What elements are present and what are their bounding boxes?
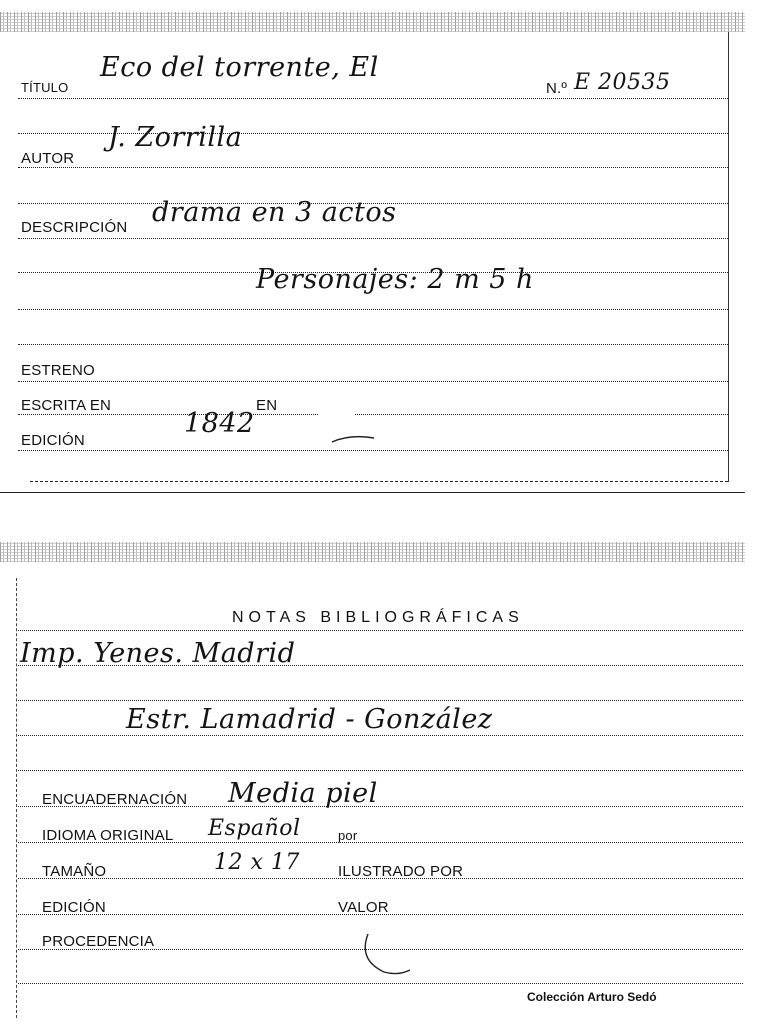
card-left-edge <box>16 578 17 1018</box>
rule <box>30 481 728 482</box>
encuadernacion-value: Media piel <box>228 778 378 809</box>
numero-label: N.º <box>546 80 568 97</box>
descripcion-extra: Personajes: 2 m 5 h <box>256 264 534 295</box>
rule <box>18 700 743 701</box>
rule <box>18 735 743 736</box>
descripcion-value: drama en 3 actos <box>152 197 397 228</box>
edicion-value: 1842 <box>184 408 255 439</box>
edicion-label: EDICIÓN <box>21 432 85 449</box>
notas-line-2: Estr. Lamadrid - González <box>126 704 493 735</box>
rule <box>18 381 728 382</box>
collection-credit: Colección Arturo Sedó <box>527 990 657 1004</box>
tamano-label: TAMAÑO <box>42 863 107 880</box>
rule <box>18 309 728 310</box>
titulo-label: TÍTULO <box>21 80 69 95</box>
rule <box>18 238 728 239</box>
pen-stroke-mark <box>330 432 378 446</box>
autor-label: AUTOR <box>21 150 75 167</box>
en-label: EN <box>256 397 278 414</box>
rule <box>18 770 743 771</box>
idioma-value: Español <box>208 816 301 841</box>
scan-noise-top <box>0 12 745 32</box>
idioma-label: IDIOMA ORIGINAL <box>42 827 174 844</box>
titulo-value: Eco del torrente, El <box>100 52 379 83</box>
catalog-card-back <box>0 538 759 1028</box>
tamano-value: 12 x 17 <box>214 850 300 875</box>
descripcion-label: DESCRIPCIÓN <box>21 219 128 236</box>
rule <box>18 344 728 345</box>
rule <box>18 167 728 168</box>
valor-label: VALOR <box>338 899 389 916</box>
rule <box>18 630 743 631</box>
notas-line-1: Imp. Yenes. Madrid <box>20 638 296 669</box>
edicion-label: EDICIÓN <box>42 899 106 916</box>
rule <box>355 414 728 415</box>
encuadernacion-label: ENCUADERNACIÓN <box>42 791 188 808</box>
estreno-label: ESTRENO <box>21 362 95 379</box>
procedencia-label: PROCEDENCIA <box>42 933 155 950</box>
rule <box>18 414 318 415</box>
autor-value: J. Zorrilla <box>108 122 243 153</box>
rule <box>18 983 743 984</box>
card-front-bottom-edge <box>0 492 745 493</box>
notas-title: NOTAS BIBLIOGRÁFICAS <box>232 609 524 626</box>
ilustrado-label: ILUSTRADO POR <box>338 863 464 880</box>
pen-stroke-mark <box>354 930 414 980</box>
rule <box>18 98 728 99</box>
numero-value: E 20535 <box>574 70 671 95</box>
escrita-en-label: ESCRITA EN <box>21 397 112 414</box>
scan-noise-top <box>0 542 745 562</box>
rule <box>18 450 728 451</box>
catalog-card-front <box>0 0 759 492</box>
por-label: por <box>338 828 358 843</box>
card-right-edge <box>728 32 729 482</box>
